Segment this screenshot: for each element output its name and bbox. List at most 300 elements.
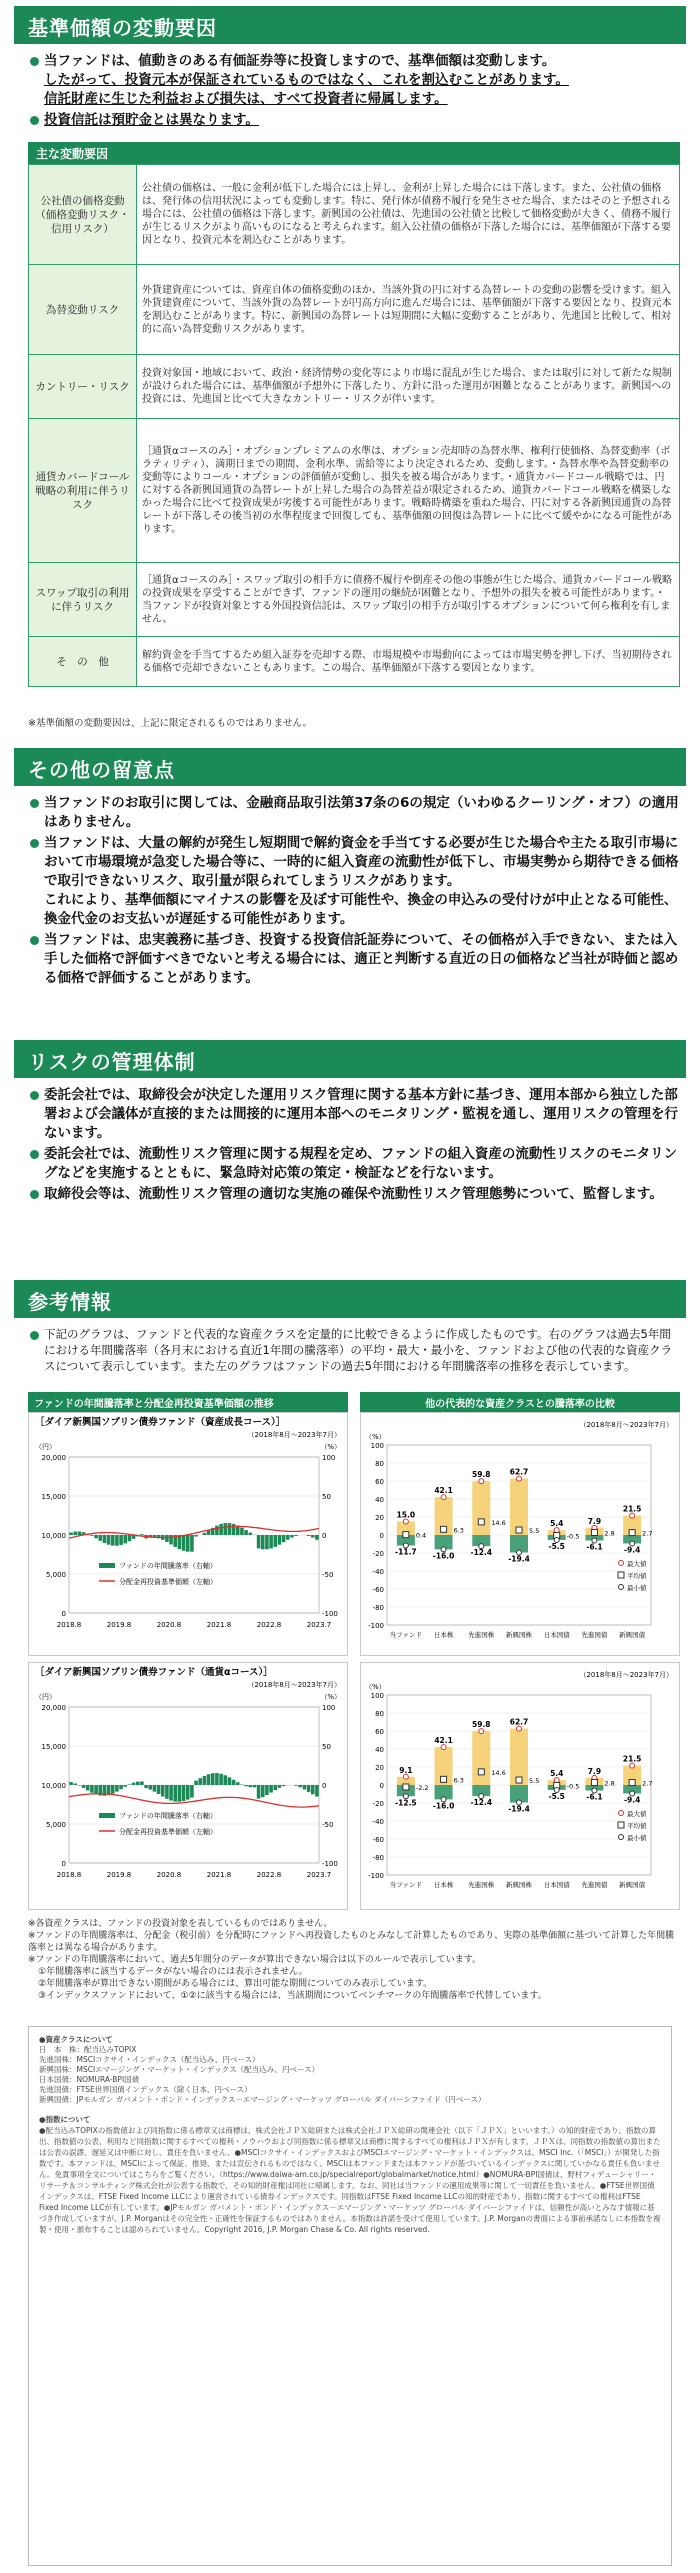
return-bar: [290, 1535, 294, 1538]
y-tick: 60: [375, 1728, 384, 1736]
max-label: 9.1: [399, 1765, 413, 1775]
min-label: -5.5: [548, 1791, 565, 1801]
legend-max-label: 最大値: [627, 1810, 647, 1818]
y-tick: 40: [375, 1496, 384, 1504]
max-marker: [479, 1729, 484, 1734]
notes-bullets: [28, 794, 680, 988]
return-bar: [232, 1524, 236, 1535]
category-label: 先進国株: [468, 1631, 495, 1639]
return-bar: [98, 1535, 102, 1541]
legend-avg-label: 平均値: [627, 1822, 647, 1830]
right-chart-1: [360, 1412, 680, 1656]
return-bar: [244, 1785, 248, 1786]
avg-marker: [441, 1776, 447, 1782]
return-bar: [94, 1785, 98, 1794]
table-row: [29, 563, 680, 637]
y-tick: -80: [372, 1854, 384, 1862]
table-row: [29, 265, 680, 355]
return-bar: [186, 1785, 190, 1800]
return-bar: [132, 1783, 136, 1785]
y-tick: 100: [370, 1442, 384, 1450]
return-bar: [107, 1535, 111, 1545]
return-bar: [278, 1535, 282, 1545]
return-bar: [86, 1785, 90, 1790]
return-bar: [119, 1785, 123, 1789]
return-bar: [90, 1785, 94, 1793]
return-bar: [69, 1782, 73, 1785]
y-tick-right: 50: [322, 1743, 331, 1751]
line-bar-chart-alpha: [29, 1663, 347, 1909]
return-bar: [282, 1535, 286, 1542]
return-bar: [265, 1535, 269, 1549]
legend-avg-marker: [618, 1572, 624, 1578]
return-bar: [203, 1776, 207, 1785]
row-label: 公社債の価格変動（価格変動リスク・信用リスク）: [29, 165, 137, 265]
min-label: -9.4: [623, 1545, 641, 1555]
return-bar: [315, 1535, 319, 1540]
bullet-liquidity: [28, 834, 680, 929]
return-bar: [186, 1535, 190, 1552]
avg-label: 5.5: [529, 1527, 540, 1536]
chart-period: （2018年8月〜2023年7月）: [579, 1421, 673, 1429]
avg-label: 2.7: [642, 1529, 653, 1538]
avg-marker: [516, 1527, 522, 1533]
max-label: 21.5: [622, 1754, 642, 1764]
y-tick: 60: [375, 1478, 384, 1486]
y-tick: -20: [372, 1550, 384, 1558]
right-axis-unit: （%）: [320, 1693, 341, 1701]
y-tick: -60: [372, 1836, 384, 1844]
legend-max-label: 最大値: [627, 1560, 647, 1568]
legend-bar-label: ファンドの年間騰落率（右軸）: [119, 1562, 217, 1570]
return-bar: [311, 1535, 315, 1538]
y-tick: 40: [375, 1746, 384, 1754]
y-tick-right: 50: [322, 1493, 331, 1501]
y-tick-right: 100: [322, 1454, 336, 1462]
category-label: 当ファンド: [389, 1881, 423, 1889]
row-label: スワップ取引の利用に伴うリスク: [29, 563, 137, 637]
y-tick-left: 15,000: [41, 1743, 66, 1751]
row-label: カントリー・リスク: [29, 355, 137, 419]
return-bar: [315, 1785, 319, 1797]
avg-marker: [629, 1780, 635, 1786]
return-bar: [165, 1785, 169, 1799]
return-bar: [261, 1785, 265, 1797]
return-bar: [115, 1785, 119, 1792]
bullet-text: 当ファンドは、値動きのある有価証券等に投資しますので、基準価額は変動します。: [44, 53, 556, 69]
y-axis-unit: （%）: [365, 1683, 386, 1691]
y-tick: -100: [368, 1622, 384, 1630]
return-bar: [303, 1785, 307, 1789]
y-axis-unit: （%）: [365, 1433, 386, 1441]
avg-label: -2.2: [415, 1783, 429, 1792]
return-bar: [228, 1777, 232, 1785]
return-bar: [73, 1783, 77, 1785]
row-text: 外貨建資産については、資産自体の価格変動のほか、当該外貨の円に対する為替レートの変動の影響を受けます。組入外貨建資産について、当該外貨の為替レートが円高方向に進んだ場合には、基準価額が下落する要因となり、投資元本を割込むことがあります。特に、新興国の為替レートは短期間に大幅に変動することがあり、先進国と比較して、相対的に高い為替変動リスクがあります。: [137, 265, 680, 355]
max-bar: [510, 1729, 528, 1785]
comparison-chart-alpha: [361, 1663, 679, 1909]
y-tick-right: 0: [322, 1782, 327, 1790]
category-label: 日本国債: [543, 1631, 570, 1639]
bullet-liquidity-rule: 委託会社では、流動性リスク管理に関する規程を定め、ファンドの組入資産の流動性リスクのモニタリングなどを実施するとともに、緊急時対応策の策定・検証などを行ないます。: [28, 1145, 680, 1183]
return-bar: [294, 1535, 298, 1536]
row-text: 解約資金を手当てするため組入証券を売却する際、市場規模や市場動向によっては市場実勢を押し下げ、当初期待される価格で売却できないこともあります。この場合、基準価額が下落する要因となります。: [137, 637, 680, 687]
return-bar: [248, 1533, 252, 1535]
max-label: 59.8: [472, 1470, 491, 1480]
return-bar: [273, 1785, 277, 1790]
legend-avg-label: 平均値: [627, 1572, 647, 1580]
return-bar: [94, 1535, 98, 1538]
y-tick-right: 0: [322, 1532, 327, 1540]
right-chart-header: 他の代表的な資産クラスとの騰落率の比較: [360, 1392, 680, 1413]
return-bar: [173, 1785, 177, 1802]
return-bar: [219, 1774, 223, 1785]
avg-label: 2.7: [642, 1779, 653, 1788]
chart-period: （2018年8月〜2023年7月）: [247, 1431, 341, 1439]
return-bar: [273, 1535, 277, 1547]
legend-min-label: 最小値: [627, 1834, 647, 1842]
x-tick: 2023.7: [306, 1871, 332, 1879]
section-title-text: 基準価額の変動要因: [28, 16, 217, 40]
chart-note: ※ファンドの年間騰落率において、過去5年間分のデータが算出できない場合は以下のルールで表示しています。: [28, 1955, 482, 1965]
category-label: 新興国債: [619, 1881, 646, 1889]
return-bar: [115, 1535, 119, 1546]
return-bar: [203, 1533, 207, 1535]
table-footnote: ※基準価額の変動要因は、上記に限定されるものではありません。: [28, 718, 313, 729]
category-label: 新興国株: [506, 1881, 532, 1889]
y-tick: -40: [372, 1568, 384, 1576]
section-title-fluctuation: [14, 6, 686, 44]
y-tick: 80: [375, 1710, 384, 1718]
chart-note: ②年間騰落率が算出できない期間がある場合には、算出可能な期間についてのみ表示しています。: [38, 1979, 433, 1989]
return-bar: [223, 1523, 227, 1535]
category-label: 新興国債: [619, 1631, 646, 1639]
y-tick-right: -100: [322, 1860, 338, 1868]
chart-period: （2018年8月〜2023年7月）: [579, 1671, 673, 1679]
return-bar: [69, 1533, 73, 1535]
section-title-text: 参考情報: [28, 1290, 112, 1314]
return-bar: [103, 1535, 107, 1543]
legend-avg-marker: [618, 1822, 624, 1828]
return-bar: [261, 1535, 265, 1549]
left-chart-1: [28, 1412, 348, 1656]
return-bar: [73, 1532, 77, 1535]
table-row: [29, 165, 680, 265]
y-tick-left: 0: [61, 1610, 66, 1618]
avg-label: 0.4: [415, 1531, 427, 1540]
max-label: 15.0: [396, 1510, 416, 1520]
avg-label: 6.3: [453, 1776, 464, 1785]
return-bar: [111, 1785, 115, 1794]
return-bar: [207, 1774, 211, 1785]
return-bar: [144, 1785, 148, 1788]
return-bar: [140, 1534, 144, 1535]
comparison-chart-growth: [361, 1413, 679, 1655]
min-label: -11.7: [395, 1547, 417, 1557]
max-marker: [630, 1513, 635, 1518]
index-disclaimer-text: ●配当込みTOPIXの指数値および同指数に係る標章又は商標は、株式会社ＪＰＸ総研または株式会社ＪＰＸ総研の関連会社（以下「ＪＰＸ」といいます。）の知的財産であり、指数の算出、指数値の公表、利用など同指数に関するすべての権利・ノウハウおよび同指数に係る標章又は商標に関するすべての権利はＪＰＸが有します。ＪＰＸは、同指数の指数値の算出または公表の誤謬、遅延又は中断に対し、責任を負いません。●MSCIコクサイ・インデックスおよびMSCIエマージング・マーケット・インデックスは、MSCI Inc.（「MSCI」）が開発した指数です。本ファンドは、MSCIによって保証、推奨、または宣伝されるものではなく、MSCIは本ファンドまたは本ファンドが基づいているインデックスに関していかなる責任も負いません。免責事項全文についてはこちらをご覧ください。（https://www.daiwa-am.co.jp/specialreport/globalmarket/notice.html）●NOMURA-BPI国債は、野村フィデューシャリー・リサーチ＆コンサルティング株式会社が公表する指数で、その知的財産権は同社に帰属します。なお、同社は当ファンドの運用成果等に関して一切責任を負いません。●FTSE世界国債インデックスは、FTSE Fixed Income LLCにより運営されている債券インデックスです。同指数はFTSE Fixed Income LLCの知的財産であり、指数に関するすべての権利はFTSE Fixed Income LLCが有しています。●JPモルガン ガバメント・ボンド・インデックス－エマージング・マーケッツ グローバル ダイバーシファイドは、信頼性が高いとみなす情報に基づき作成していますが、J.P. Morganはその完全性・正確性を保証するものではありません。本指数は許諾を受けて使用しています。J.P. Morganの書面による事前承諾なしに本指数を複製・使用・頒布することは認められていません。Copyright 2016, J.P. Morgan Chase & Co. All rights reserved.: [39, 2126, 661, 2234]
legend-max-marker: [619, 1811, 624, 1816]
y-tick: -60: [372, 1586, 384, 1594]
min-label: -19.4: [508, 1554, 530, 1564]
legend-line-label: 分配金再投資基準価額（左軸）: [119, 1828, 217, 1836]
x-tick: 2018.8: [56, 1621, 82, 1629]
asset-class-line: 先進国債：FTSE世界国債インデックス（除く日本、円ベース）: [39, 2085, 252, 2094]
min-label: -12.4: [470, 1548, 493, 1558]
max-label: 62.7: [509, 1467, 529, 1477]
category-label: 新興国株: [506, 1631, 532, 1639]
chart-title: ［ダイア新興国ソブリン債券ファンド（通貨αコース）］: [35, 1667, 273, 1678]
return-bar: [190, 1785, 194, 1798]
max-label: 59.8: [472, 1720, 491, 1730]
left-chart-header: ファンドの年間騰落率と分配金再投資基準価額の推移: [28, 1392, 348, 1413]
y-tick: 80: [375, 1460, 384, 1468]
y-tick-left: 5,000: [45, 1571, 66, 1579]
table-row: [29, 355, 680, 419]
legend-min-marker: [619, 1585, 624, 1590]
return-bar: [157, 1785, 161, 1794]
asset-class-heading: ●資産クラスについて: [39, 2035, 113, 2044]
max-marker: [517, 1476, 522, 1481]
x-tick: 2020.8: [156, 1871, 182, 1879]
return-bar: [282, 1785, 286, 1786]
row-label: 為替変動リスク: [29, 265, 137, 355]
max-label: 5.4: [550, 1769, 564, 1779]
min-label: -6.1: [586, 1792, 603, 1802]
x-tick: 2018.8: [56, 1871, 82, 1879]
y-tick: -20: [372, 1800, 384, 1808]
return-bar: [278, 1785, 282, 1788]
return-bar: [248, 1785, 252, 1787]
avg-label: 5.5: [529, 1777, 540, 1786]
index-disclaimer-box: [28, 2026, 672, 2566]
return-bar: [128, 1784, 132, 1785]
return-bar: [194, 1781, 198, 1785]
row-text: 公社債の価格は、一般に金利が低下した場合には上昇し、金利が上昇した場合には下落します。また、公社債の価格は、発行体の信用状況によっても変動します。特に、発行体が債務不履行を発生させた場合、またはそのと予想される場合には、公社債の価格は下落します。新興国の公社債は、先進国の公社債と比較して価格変動が大きく、債務不履行が生じるリスクがより高いものになると考えられます。組入公社債の価格が下落した場合には、基準価額が下落する要因となり、投資元本を割込むことがあります。: [137, 165, 680, 265]
line-bar-chart-growth: [29, 1413, 347, 1655]
table-row: [29, 637, 680, 687]
bullet-volatility: [28, 52, 680, 109]
avg-marker: [478, 1519, 484, 1525]
return-bar: [140, 1781, 144, 1785]
return-bar: [244, 1530, 248, 1535]
avg-label: 2.8: [604, 1779, 615, 1788]
return-bar: [228, 1523, 232, 1535]
chart-note: ①年間騰落率に該当するデータがない場合のには表示されません。: [38, 1967, 308, 1977]
x-tick: 2019.8: [106, 1871, 132, 1879]
avg-marker: [629, 1530, 635, 1536]
y-tick: 20: [375, 1764, 384, 1772]
return-bar: [207, 1530, 211, 1535]
section-title-notes: [14, 748, 686, 786]
return-bar: [169, 1785, 173, 1801]
legend-max-marker: [619, 1561, 624, 1566]
risk-management-bullets: [28, 1086, 680, 1204]
return-bar: [215, 1773, 219, 1785]
max-bar: [472, 1731, 490, 1785]
chart-period: （2018年8月〜2023年7月）: [247, 1681, 341, 1689]
return-bar: [298, 1785, 302, 1787]
return-bar: [136, 1782, 140, 1785]
bullet-not-deposit: 投資信託は預貯金とは異なります。: [28, 111, 680, 130]
return-bar: [128, 1535, 132, 1541]
reference-intro: 下記のグラフは、ファンドと代表的な資産クラスを定量的に比較できるように作成したものです。右のグラフは過去5年間における年間騰落率（各月末における直近1年間の騰落率）の平均・最大・最小を、ファンドおよび他の代表的な資産クラスについて表示しています。また左のグラフはファンドの過去5年間における年間騰落率の推移を表示しています。: [28, 1326, 680, 1374]
max-bar: [510, 1479, 528, 1535]
avg-label: 14.6: [491, 1518, 506, 1527]
bullet-cooling-off: 当ファンドのお取引に関しては、金融商品取引法第37条の6の規定（いわゆるクーリング・オフ）の適用はありません。: [28, 794, 680, 832]
right-chart-2: [360, 1662, 680, 1910]
avg-marker: [591, 1529, 597, 1535]
return-bar: [190, 1535, 194, 1552]
max-marker: [403, 1774, 408, 1779]
y-tick: -100: [368, 1872, 384, 1880]
max-marker: [441, 1745, 446, 1750]
max-marker: [630, 1763, 635, 1768]
row-label: そ の 他: [29, 637, 137, 687]
return-bar: [311, 1785, 315, 1794]
avg-marker: [478, 1769, 484, 1775]
chart-note: ※ファンドの年間騰落率は、分配金（税引前）を分配時にファンドへ再投資したものとみなして計算したものであり、実際の基準価額に基づいて計算した年間騰落率とは異なる場合があります。: [28, 1931, 675, 1953]
return-bar: [265, 1785, 269, 1795]
return-bar: [294, 1785, 298, 1786]
y-tick-left: 0: [61, 1860, 66, 1868]
category-label: 先進国債: [581, 1881, 608, 1889]
category-label: 当ファンド: [389, 1631, 423, 1639]
bullet-board-oversight: 取締役会等は、流動性リスク管理の適切な実施の確保や流動性リスク管理態勢について、監督します。: [28, 1185, 680, 1204]
return-bar: [119, 1535, 123, 1545]
section-title-text: その他の留意点: [28, 758, 175, 782]
min-label: -12.5: [395, 1798, 417, 1808]
return-bar: [78, 1785, 82, 1786]
y-tick: 100: [370, 1692, 384, 1700]
bullet-text: したがって、投資元本が保証されているものではなく、これを割込むことがあります。: [44, 72, 569, 88]
legend-min-marker: [619, 1835, 624, 1840]
category-label: 日本株: [433, 1631, 454, 1639]
section-title-risk-management: [14, 1040, 686, 1078]
x-tick: 2021.8: [206, 1871, 232, 1879]
chart-title: ［ダイア新興国ソブリン債券ファンド（資産成長コース）］: [35, 1417, 286, 1428]
avg-marker: [591, 1779, 597, 1785]
left-chart-2: [28, 1662, 348, 1910]
y-tick-left: 10,000: [41, 1782, 66, 1790]
max-label: 21.5: [622, 1504, 642, 1514]
return-bar: [257, 1785, 261, 1799]
max-label: 7.9: [587, 1516, 602, 1526]
avg-label: -0.5: [566, 1532, 580, 1541]
y-tick-left: 15,000: [41, 1493, 66, 1501]
max-label: 42.1: [434, 1736, 453, 1746]
min-label: -9.4: [623, 1795, 641, 1805]
x-tick: 2023.7: [306, 1621, 332, 1629]
x-tick: 2022.8: [256, 1871, 282, 1879]
y-tick: -80: [372, 1604, 384, 1612]
max-marker: [441, 1495, 446, 1500]
legend-bar-label: ファンドの年間騰落率（右軸）: [119, 1812, 217, 1820]
return-bar: [253, 1785, 257, 1787]
max-bar: [472, 1481, 490, 1535]
return-bar: [182, 1785, 186, 1801]
min-label: -12.4: [470, 1798, 493, 1808]
y-tick-right: -50: [322, 1821, 334, 1829]
bullet-text: これにより、基準価額にマイナスの影響を及ぼす可能性や、換金の申込みの受付けが中止となる可能性、換金代金のお支払いが遅延する可能性があります。: [44, 892, 678, 927]
return-bar: [123, 1535, 127, 1543]
bullet-fair-value: 当ファンドは、忠実義務に基づき、投資する投資信託証券について、その価格が入手できない、または入手した価格で評価すべきでないと考える場合には、適正と判断する直近の日の価格など当社が時価と認める価格で評価することがあります。: [28, 931, 680, 988]
y-tick: 0: [379, 1532, 384, 1540]
asset-class-line: 先進国株：MSCIコクサイ・インデックス（配当込み、円ベース）: [39, 2055, 260, 2064]
max-marker: [554, 1778, 559, 1783]
min-label: -19.4: [508, 1804, 530, 1814]
y-tick: 20: [375, 1514, 384, 1522]
y-tick-right: -50: [322, 1571, 334, 1579]
max-label: 42.1: [434, 1486, 453, 1496]
y-tick: -40: [372, 1818, 384, 1826]
row-label: 通貨カバードコール戦略の利用に伴うリスク: [29, 419, 137, 563]
avg-label: -0.5: [566, 1782, 580, 1791]
row-text: ［通貨αコースのみ］・オプションプレミアムの水準は、オプション売却時の為替水準、権利行使価格、為替変動率（ボラティリティ）、満期日までの期間、金利水準、需給等により決定されるため、変動します。・為替水準や為替変動率の変動等によりコール・オプションの評価値が変動し、損失を被る場合があります。・通貨カバードコール戦略では、円に対する各新興国通貨の為替レートが上昇した場合の為替差益が限定されるため、通貨カバードコール戦略を構築しなかった場合に比べて投資成果が劣後する可能性があります。戦略時構築を重ねた場合、円に対する各新興国通貨の為替レートが下落しその後当初の水準程度まで回復しても、基準価額の回復は為替レートに比べて緩やかになる可能性があります。: [137, 419, 680, 563]
return-bar: [223, 1775, 227, 1785]
min-label: -5.5: [548, 1541, 565, 1551]
asset-class-line: 新興国債：JPモルガン ガバメント・ボンド・インデックス－エマージング・マーケッツ グローバル ダイバーシファイド（円ベース）: [39, 2095, 486, 2104]
return-bar: [153, 1785, 157, 1792]
right-axis-unit: （%）: [320, 1443, 341, 1451]
row-text: 投資対象国・地域において、政治・経済情勢の変化等により市場に混乱が生じた場合、または取引に対して新たな規制が設けられた場合には、基準価額が予想外に下落したり、方針に沿った運用が困難となることがあります。新興国への投資には、先進国と比べて大きなカントリー・リスクが伴います。: [137, 355, 680, 419]
risk-table-title: 主な変動要因: [28, 142, 680, 165]
return-bar: [148, 1785, 152, 1790]
avg-label: 6.3: [453, 1526, 464, 1535]
table-row: [29, 419, 680, 563]
bullet-text: 信託財産に生じた利益および損失は、すべて投資者に帰属します。: [44, 91, 448, 107]
return-bar: [269, 1535, 273, 1548]
return-bar: [178, 1785, 182, 1802]
avg-label: 2.8: [604, 1529, 615, 1538]
return-bar: [82, 1785, 86, 1788]
row-text: ［通貨αコースのみ］・スワップ取引の相手方に債務不履行や倒産その他の事態が生じた場合、通貨カバードコール戦略の投資成果を享受することができず、ファンドの運用の継続が困難となり、予想外の損失を被る可能性があります。・当ファンドが投資対象とする外国投資信託は、スワップ取引の相手方が取引するオプションについて何ら権利を有しません。: [137, 563, 680, 637]
return-bar: [307, 1535, 311, 1536]
return-bar: [78, 1531, 82, 1535]
return-bar: [219, 1524, 223, 1535]
avg-marker: [403, 1784, 409, 1790]
category-label: 先進国株: [468, 1881, 495, 1889]
category-label: 先進国債: [581, 1631, 608, 1639]
y-tick-left: 10,000: [41, 1532, 66, 1540]
return-bar: [90, 1535, 94, 1536]
return-bar: [307, 1785, 311, 1792]
avg-marker: [441, 1526, 447, 1532]
chart-note: ③インデックスファンドにおいて、①②に該当する場合には、当該期間についてベンチマークの年間騰落率で代替しています。: [38, 1991, 547, 2001]
return-bar: [194, 1535, 198, 1537]
bullet-basic-policy: 委託会社では、取締役会が決定した運用リスク管理に関する基本方針に基づき、運用本部から独立した部署および会議体が直接的または間接的に運用本部へのモニタリング・監視を通し、運用リスクの管理を行ないます。: [28, 1086, 680, 1143]
y-tick-left: 20,000: [41, 1704, 66, 1712]
asset-class-line: 日 本 株：配当込みTOPIX: [39, 2045, 137, 2054]
return-bar: [198, 1778, 202, 1785]
return-bar: [286, 1535, 290, 1540]
return-bar: [215, 1526, 219, 1535]
section-title-text: リスクの管理体制: [28, 1050, 196, 1074]
return-bar: [161, 1785, 165, 1797]
return-bar: [269, 1785, 273, 1793]
max-label: 5.4: [550, 1519, 564, 1529]
legend-min-label: 最小値: [627, 1584, 647, 1592]
return-bar: [182, 1535, 186, 1551]
left-axis-unit: （円）: [35, 1693, 56, 1701]
return-bar: [111, 1535, 115, 1546]
return-bar: [236, 1782, 240, 1785]
x-tick: 2022.8: [256, 1621, 282, 1629]
chart-note: ※各資産クラスは、ファンドの投資対象を表しているものではありません。: [28, 1919, 333, 1929]
y-tick-right: 100: [322, 1704, 336, 1712]
max-label: 62.7: [509, 1717, 529, 1727]
y-tick: 0: [379, 1782, 384, 1790]
